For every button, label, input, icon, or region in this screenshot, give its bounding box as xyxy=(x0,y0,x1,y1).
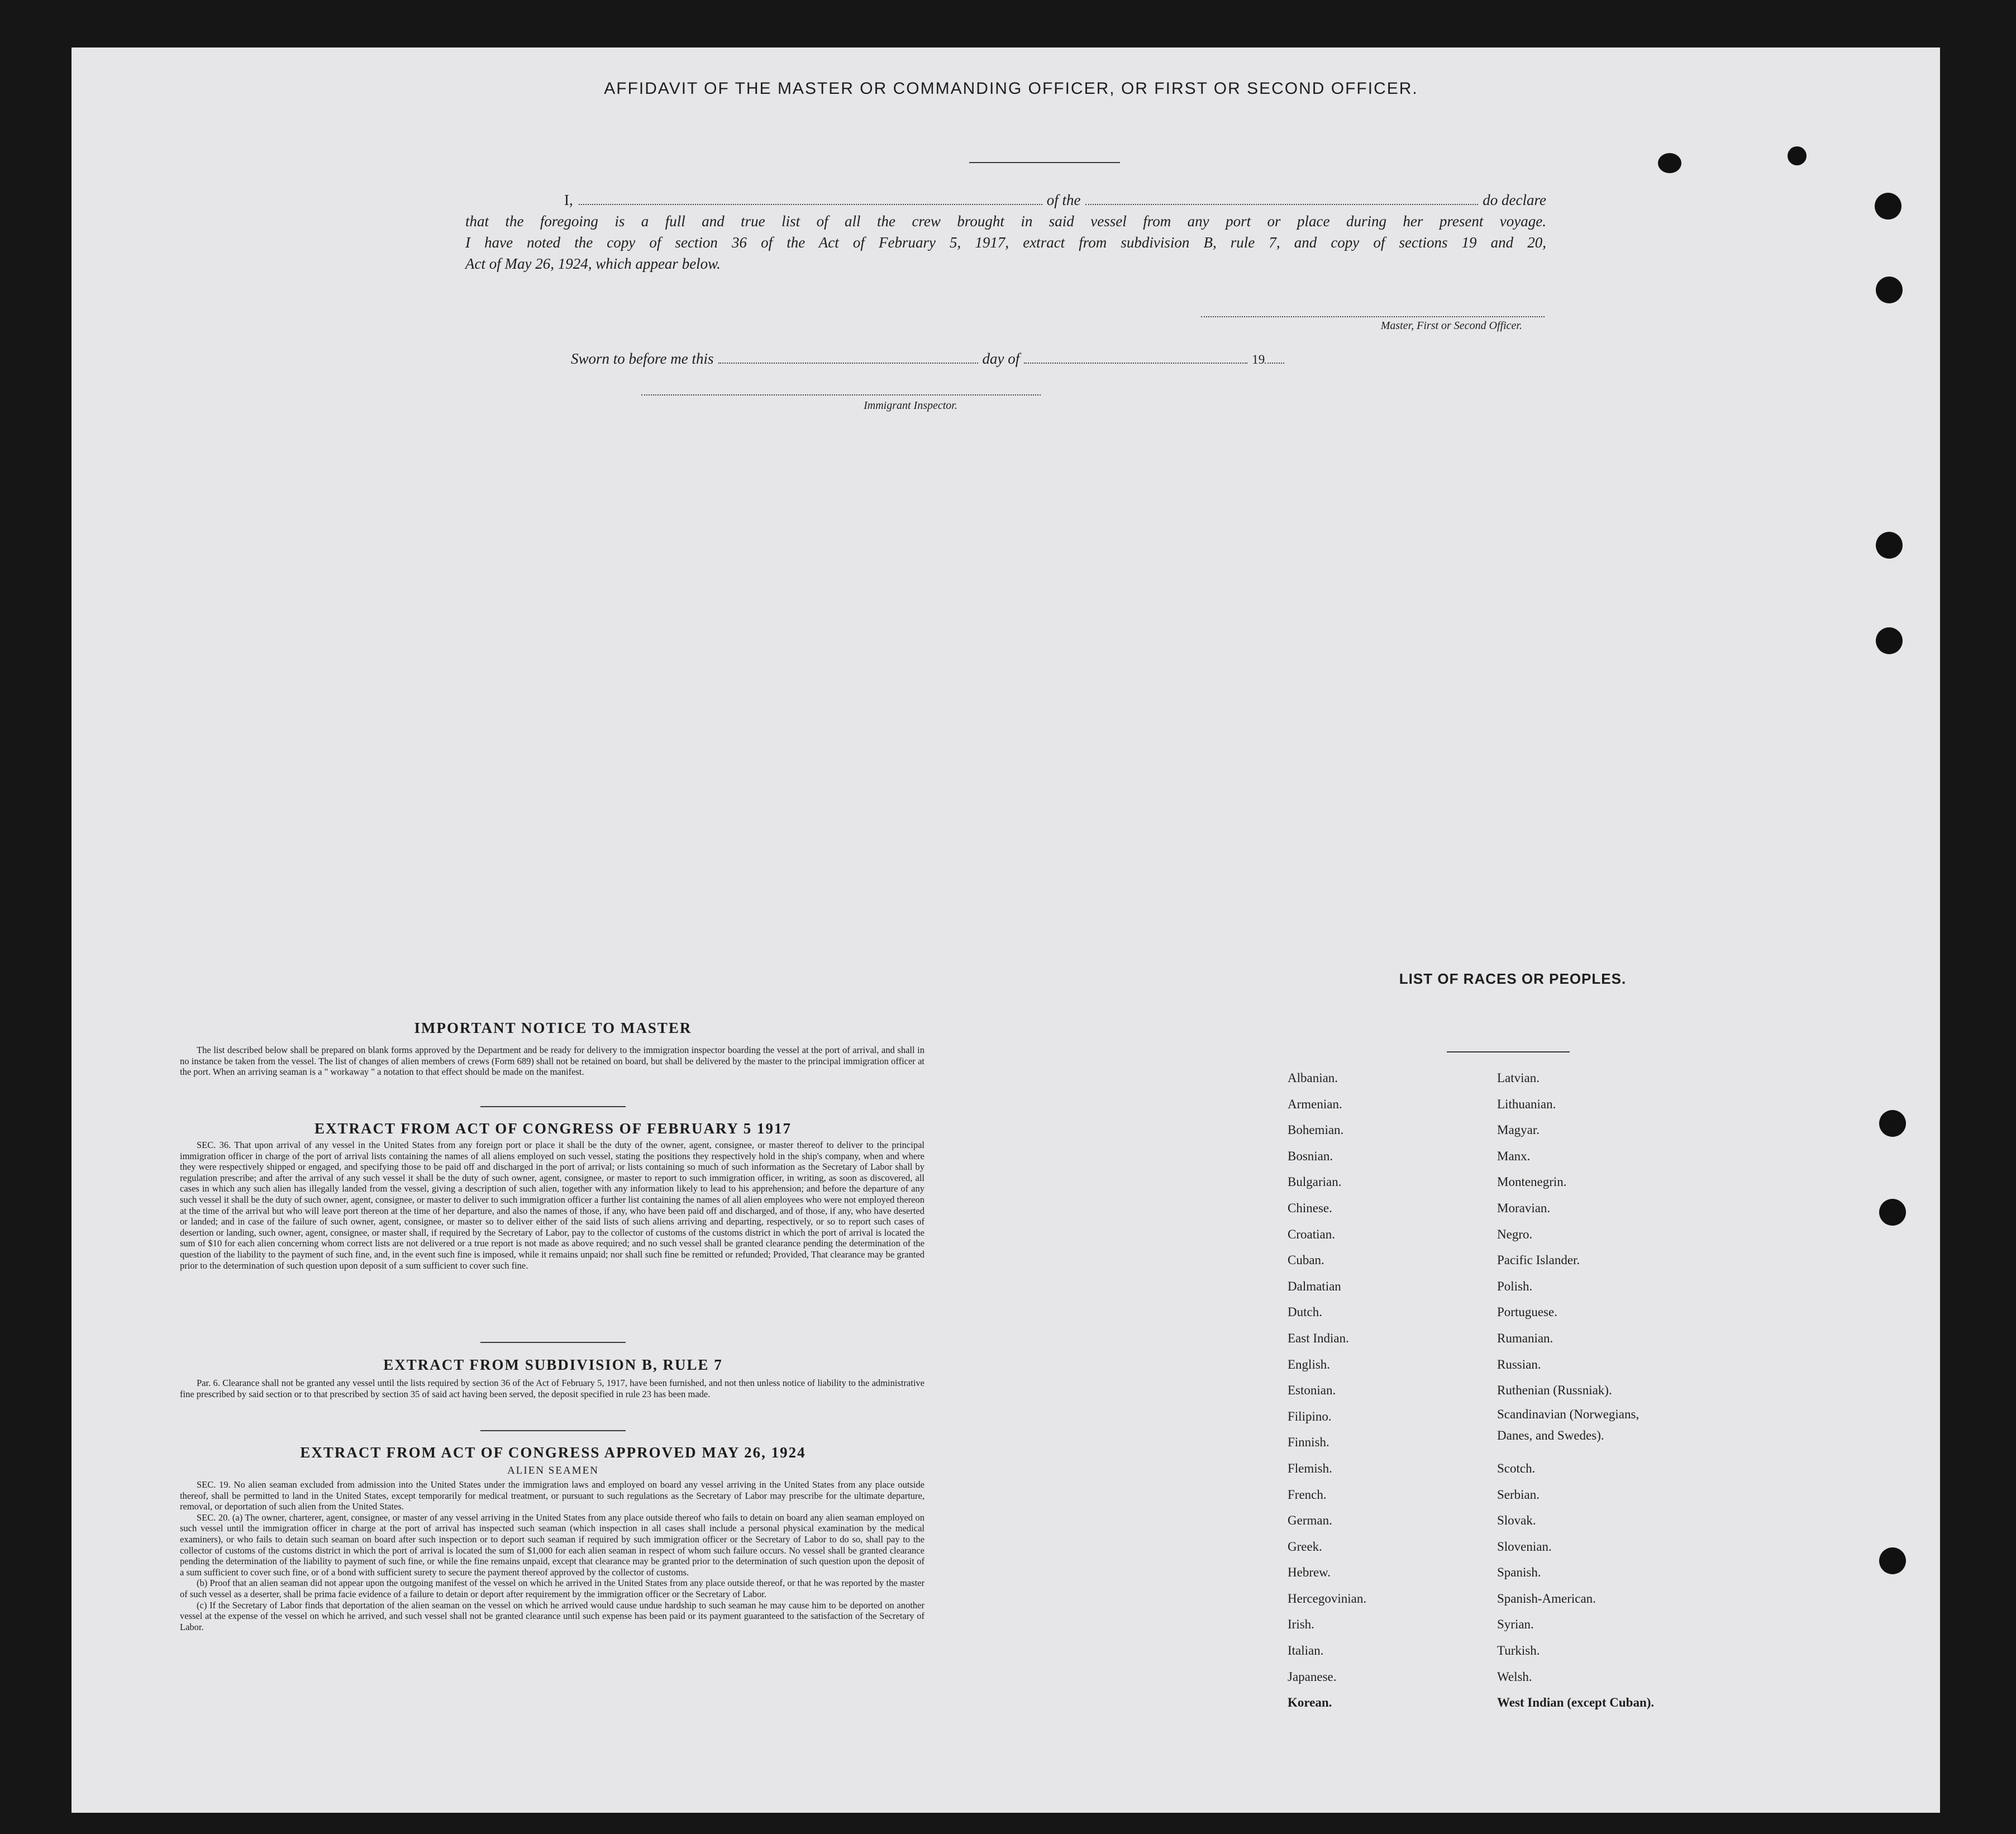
punch-hole-mark xyxy=(1876,532,1903,559)
master-signature-line[interactable] xyxy=(1201,316,1545,317)
race-item: Syrian. xyxy=(1497,1617,1534,1632)
race-item: East Indian. xyxy=(1288,1331,1349,1345)
race-item: Pacific Islander. xyxy=(1497,1253,1580,1268)
section-20c-paragraph: (c) If the Secretary of Labor finds that deportation of the alien seaman on the vessel on which he arrived would cause undue hardship to such seaman he may cause him to be deported on another vessel at the expense of the vessel on which he arrived, and such vessel shall not be granted clearance until such expense has been paid or its payment guaranteed to the satisfaction of the Secretary of Labor. xyxy=(180,1599,924,1632)
race-item: Welsh. xyxy=(1497,1669,1532,1684)
notice-body xyxy=(180,1045,924,1078)
extract-1924-title: EXTRACT FROM ACT OF CONGRESS APPROVED MAY 26, 1924 xyxy=(300,1444,806,1461)
of-the-label: of the xyxy=(1046,192,1081,208)
inspector-caption: Immigrant Inspector. xyxy=(864,399,957,412)
section-divider xyxy=(480,1342,626,1343)
inspector-signature-line[interactable] xyxy=(641,394,1041,396)
race-item: Scandinavian (Norwegians, Danes, and Swedes). xyxy=(1497,1407,1640,1442)
punch-hole-mark xyxy=(1876,277,1903,303)
race-item: Polish. xyxy=(1497,1279,1533,1293)
sworn-line xyxy=(571,349,1342,370)
race-item: Japanese. xyxy=(1288,1669,1337,1684)
race-item: Bohemian. xyxy=(1288,1123,1344,1137)
vessel-blank[interactable] xyxy=(1085,192,1479,205)
race-item: Russian. xyxy=(1497,1357,1541,1371)
affidavit-title: AFFIDAVIT OF THE MASTER OR COMMANDING OFFICER, OR FIRST OR SECOND OFFICER. xyxy=(604,79,1418,98)
race-item: English. xyxy=(1288,1357,1331,1371)
alien-seamen-subtitle: ALIEN SEAMEN xyxy=(507,1465,599,1476)
race-item: Lithuanian. xyxy=(1497,1097,1556,1111)
race-item: Albanian. xyxy=(1288,1071,1338,1085)
race-item: Korean. xyxy=(1288,1695,1332,1710)
extract-1917-title: EXTRACT FROM ACT OF CONGRESS OF FEBRUARY 5 1917 xyxy=(314,1120,792,1137)
race-item: Bulgarian. xyxy=(1288,1175,1342,1189)
declaration-line-4: Act of May 26, 1924, which appear below. xyxy=(465,255,721,272)
section-divider xyxy=(480,1106,626,1107)
race-item: Greek. xyxy=(1288,1539,1322,1554)
race-item: Slovenian. xyxy=(1497,1539,1552,1554)
i-label: I, xyxy=(564,192,573,208)
races-right-column xyxy=(1497,1065,1676,1716)
race-item: Rumanian. xyxy=(1497,1331,1553,1345)
race-item: German. xyxy=(1288,1513,1332,1528)
race-item: Magyar. xyxy=(1497,1123,1540,1137)
race-item: Irish. xyxy=(1288,1617,1314,1632)
race-item: West Indian (except Cuban). xyxy=(1497,1695,1655,1710)
race-item: Chinese. xyxy=(1288,1201,1332,1215)
race-item: Ruthenian (Russniak). xyxy=(1497,1383,1612,1398)
do-declare-label: do declare xyxy=(1483,192,1546,208)
race-item: Dutch. xyxy=(1288,1305,1322,1319)
notice-paragraph: The list described below shall be prepared on blank forms approved by the Department and be ready for delivery to the immigration inspector boarding the vessel at the port of arrival, and shall in no instance be taken from the vessel. The list of changes of alien members of crews (Form 689) shall not be retained on board, but shall be delivered by the master to the principal immigration officer at the port. When an arriving seaman is a " workaway " a notation to that effect should be made on the manifest. xyxy=(180,1045,924,1078)
extract-1924-body xyxy=(180,1479,924,1632)
race-item: Hercegovinian. xyxy=(1288,1591,1367,1606)
race-item: Estonian. xyxy=(1288,1383,1336,1398)
race-item: Slovak. xyxy=(1497,1513,1536,1528)
notice-title: IMPORTANT NOTICE TO MASTER xyxy=(414,1020,692,1036)
punch-hole-mark xyxy=(1879,1199,1906,1226)
race-item: Hebrew. xyxy=(1288,1565,1331,1580)
subdivision-b-body xyxy=(180,1378,924,1399)
master-caption: Master, First or Second Officer. xyxy=(1380,320,1522,332)
race-item: Portuguese. xyxy=(1497,1305,1557,1319)
race-item: Moravian. xyxy=(1497,1201,1551,1215)
race-item: Spanish. xyxy=(1497,1565,1541,1580)
race-item: Cuban. xyxy=(1288,1253,1324,1268)
par-6-paragraph: Par. 6. Clearance shall not be granted any vessel until the lists required by section 36 of the Act of February 5, 1917, have been furnished, and not then unless notice of liability to the administrative fine prescribed by said section or to that prescribed by section 35 of said act having been served, the deposit specified in rule 23 has been made. xyxy=(180,1378,924,1399)
races-title: LIST OF RACES OR PEOPLES. xyxy=(1399,970,1627,987)
race-item: Scotch. xyxy=(1497,1461,1536,1475)
race-item: Filipino. xyxy=(1288,1409,1332,1423)
day-of-label: day of xyxy=(982,350,1020,367)
declarant-line xyxy=(564,190,1546,211)
year-prefix: 19 xyxy=(1252,352,1265,366)
punch-hole-mark xyxy=(1658,153,1681,173)
race-item: Flemish. xyxy=(1288,1461,1332,1475)
race-item: Croatian. xyxy=(1288,1227,1335,1241)
section-divider xyxy=(480,1430,626,1431)
section-20b-paragraph: (b) Proof that an alien seaman did not appear upon the outgoing manifest of the vessel on which he arrived in the United States from any place outside thereof, or that he was reported by the master of such vessel as a deserter, shall be prima facie evidence of a failure to detain or deport after requirement by the immigration officer or the Secretary of Labor. xyxy=(180,1578,924,1599)
race-item: Italian. xyxy=(1288,1644,1324,1658)
races-left-column xyxy=(1288,1065,1366,1716)
race-item: French. xyxy=(1288,1487,1327,1502)
punch-hole-mark xyxy=(1876,627,1903,654)
extract-1917-body xyxy=(180,1140,924,1271)
subdivision-b-title: EXTRACT FROM SUBDIVISION B, RULE 7 xyxy=(383,1356,723,1373)
section-19-paragraph: SEC. 19. No alien seaman excluded from admission into the United States under the immigration laws and employed on board any vessel arriving in the United States from any place outside thereof, shall be permitted to land in the United States, except temporarily for medical treatment, or pursuant to such regulations as the Secretary of Labor may prescribe for the ultimate departure, removal, or deportation of such alien from the United States. xyxy=(180,1479,924,1512)
name-blank[interactable] xyxy=(579,192,1042,205)
race-item: Latvian. xyxy=(1497,1071,1540,1085)
section-20a-paragraph: SEC. 20. (a) The owner, charterer, agent, consignee, or master of any vessel arriving in the United States from any place outside thereof who fails to detain on board any alien seaman employed on such vessel until the immigration officer in charge at the port of arrival has inspected such seaman (which inspection in all cases shall include a personal physical examination by the medical examiners), or who fails to detain such seaman on board after such inspection or to deport such seaman if required by such immigration officer or the Secretary of Labor to do so, shall pay to the collector of customs of the customs district in which the port of arrival is located the sum of $1,000 for each alien seaman in respect of whom such failure occurs. No vessel shall be granted clearance pending the determination of the liability to payment of such fine, or while the fine remains unpaid, except that clearance may be granted prior to the determination of such question upon the deposit of a sum sufficient to cover such fine, or of a bond with sufficient surety to secure the payment thereof approved by the collector of customs. xyxy=(180,1512,924,1578)
punch-hole-mark xyxy=(1788,146,1807,165)
year-blank[interactable] xyxy=(1265,350,1284,364)
race-item: Finnish. xyxy=(1288,1435,1329,1450)
race-item: Turkish. xyxy=(1497,1644,1540,1658)
sworn-label: Sworn to before me this xyxy=(571,350,714,367)
sworn-day-blank[interactable] xyxy=(718,350,978,364)
punch-hole-mark xyxy=(1879,1110,1906,1137)
section-36-paragraph: SEC. 36. That upon arrival of any vessel in the United States from any foreign port or place it shall be the duty of the owner, agent, consignee, or master thereof to deliver to the principal immigration officer in charge of the port of arrival lists containing the names of all aliens employed on such vessel, stating the positions they respectively hold in the ship's company, when and where they were respectively shipped or engaged, and specifying those to be paid off and discharged in the port of arrival; or lists containing so much of such information as the Secretary of Labor shall by regulation prescribe; and after the arrival of any such vessel it shall be the duty of such owner, agent, consignee, or master to report to such immigration officer, in writing, as soon as discovered, all cases in which any such alien has illegally landed from the vessel, giving a description of such alien, together with any information likely to lead to his apprehension; and before the departure of any such vessel it shall be the duty of such owner, agent, consignee, or master to deliver to such immigration officer a further list containing the names of all alien employees who were not employed thereon at the time of the arrival but who will leave port thereon at the time of her departure, and also the names of those, if any, who have been paid off and discharged, and of those, if any, who have deserted or landed; and in case of the failure of such owner, agent, consignee, or master so to deliver either of the said lists of such aliens arriving and departing, respectively, or so to report such cases of desertion or landing, such owner, agent, consignee, or master shall, if required by the Secretary of Labor, pay to the collector of customs of the customs district in which the port of arrival is located the sum of $10 for each alien concerning whom correct lists are not delivered or a true report is not made as above required; and no such vessel shall be granted clearance pending the determination of the question of the liability to the payment of such fine, and, in the event such fine is imposed, while it remains unpaid; nor shall such fine be remitted or refunded; Provided, That clearance may be granted prior to the determination of such question upon deposit of a sum sufficient to cover such fine. xyxy=(180,1140,924,1271)
race-item: Serbian. xyxy=(1497,1487,1540,1502)
races-rule xyxy=(1447,1051,1570,1052)
race-item: Bosnian. xyxy=(1288,1149,1333,1163)
race-item: Armenian. xyxy=(1288,1097,1342,1111)
race-item: Montenegrin. xyxy=(1497,1175,1567,1189)
month-blank[interactable] xyxy=(1024,350,1247,364)
race-item: Manx. xyxy=(1497,1149,1531,1163)
declaration-line-2: that the foregoing is a full and true list of all the crew brought in said vessel from any port or place during her present voyage. xyxy=(465,213,1546,230)
race-item: Dalmatian xyxy=(1288,1279,1341,1293)
punch-hole-mark xyxy=(1875,193,1901,220)
punch-hole-mark xyxy=(1879,1547,1906,1574)
race-item: Negro. xyxy=(1497,1227,1533,1241)
declaration-line-3: I have noted the copy of section 36 of the Act of February 5, 1917, extract from subdivision B, rule 7, and copy of sections 19 and 20, xyxy=(465,234,1546,251)
race-item: Spanish-American. xyxy=(1497,1591,1596,1606)
title-rule xyxy=(969,162,1120,163)
